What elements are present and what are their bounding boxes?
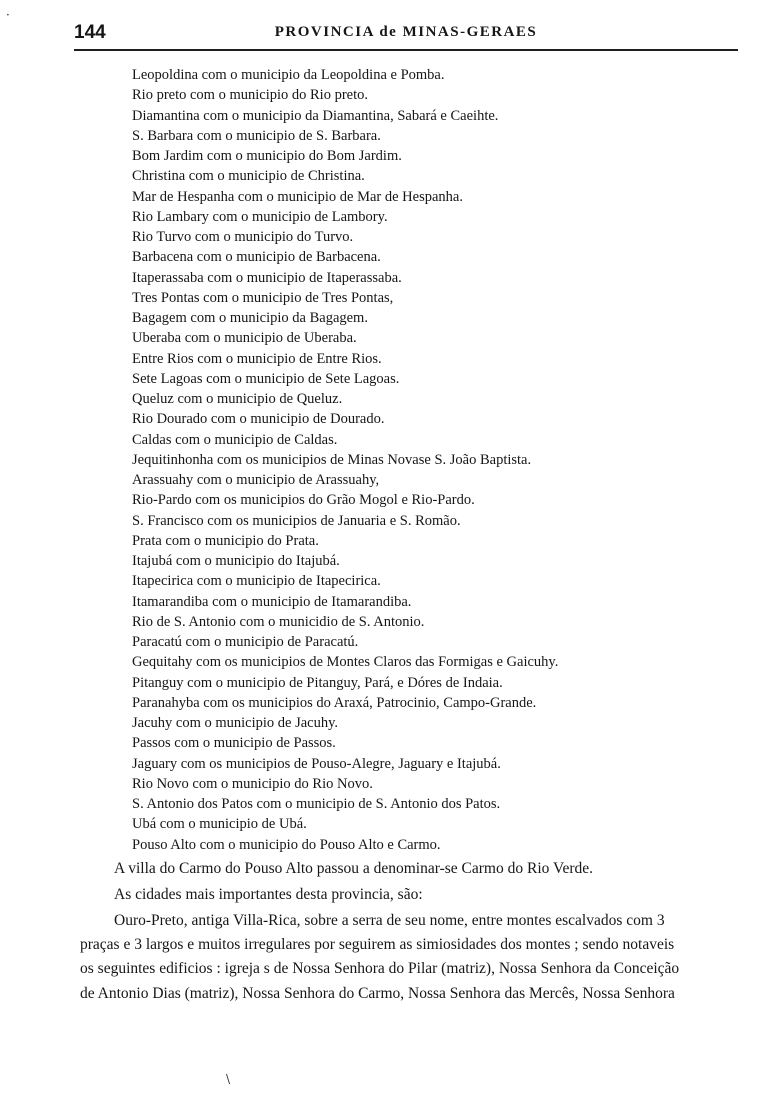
cidades-intro: As cidades mais importantes desta provincia, são: xyxy=(114,886,423,903)
municipality-entry: Rio-Pardo com os municipios do Grão Mogol e Rio-Pardo. xyxy=(132,492,475,509)
municipality-entry: S. Francisco com os municipios de Januaria e S. Romão. xyxy=(132,512,461,529)
municipality-entry: Gequitahy com os municipios de Montes Claros das Formigas e Gaicuhy. xyxy=(132,654,559,671)
municipality-entry: Bagagem com o municipio da Bagagem. xyxy=(132,310,368,326)
municipality-entry: Jacuhy com o municipio de Jacuhy. xyxy=(132,715,339,731)
ouro-preto-line: praças e 3 largos e muitos irregulares por seguirem as simiosidades dos montes ; sendo notaveis xyxy=(80,936,675,953)
municipality-entry: Rio Novo com o municipio do Rio Novo. xyxy=(132,775,373,792)
municipality-entry: Passos com o municipio de Passos. xyxy=(132,735,336,752)
running-title: PROVINCIA de MINAS-GERAES xyxy=(274,24,538,40)
municipality-entry: S. Antonio dos Patos com o municipio de S. Antonio dos Patos. xyxy=(132,796,501,812)
municipality-entry: Sete Lagoas com o municipio de Sete Lagoas. xyxy=(132,370,400,387)
municipality-entry: Itajubá com o municipio do Itajubá. xyxy=(132,553,340,569)
municipality-entry: Tres Pontas com o municipio de Tres Pontas, xyxy=(132,289,394,306)
municipality-entry: Ubá com o municipio de Ubá. xyxy=(132,816,307,833)
municipality-entry: Itamarandiba com o municipio de Itamarandiba. xyxy=(132,593,412,610)
carmo-paragraph: A villa do Carmo do Pouso Alto passou a denominar-se Carmo do Rio Verde. xyxy=(114,860,593,877)
municipality-entry: Christina com o municipio de Christina. xyxy=(132,168,365,185)
municipality-entry: Entre Rios com o municipio de Entre Rios. xyxy=(132,350,382,367)
ouro-preto-line: Ouro-Preto, antiga Villa-Rica, sobre a serra de seu nome, entre montes escalvados com 3 xyxy=(114,912,665,929)
municipality-entry: Arassuahy com o municipio de Arassuahy, xyxy=(132,472,380,488)
municipality-entry: Mar de Hespanha com o municipio de Mar de Hespanha. xyxy=(132,188,463,205)
municipality-entry: Bom Jardim com o municipio do Bom Jardim. xyxy=(132,148,402,164)
municipality-entry: Queluz com o municipio de Queluz. xyxy=(132,391,343,407)
header-rule xyxy=(74,49,738,51)
municipality-entry: Itapecirica com o municipio de Itapecirica. xyxy=(132,573,381,590)
municipality-entry: Pouso Alto com o municipio do Pouso Alto e Carmo. xyxy=(132,836,441,853)
page-header xyxy=(74,22,738,48)
page-number: 144 xyxy=(74,22,106,43)
municipality-entry: Prata com o municipio do Prata. xyxy=(132,532,319,549)
print-speck: \ xyxy=(226,1072,231,1086)
municipality-entry: Rio Dourado com o municipio de Dourado. xyxy=(132,411,385,428)
municipality-entry: Caldas com o municipio de Caldas. xyxy=(132,431,338,448)
print-speck: · xyxy=(6,8,10,22)
municipality-list xyxy=(132,65,702,855)
municipality-entry: Paracatú com o municipio de Paracatú. xyxy=(132,634,359,650)
municipality-entry: Rio Turvo com o municipio do Turvo. xyxy=(132,229,354,245)
municipality-entry: Leopoldina com o municipio da Leopoldina e Pomba. xyxy=(132,67,445,83)
municipality-entry: Diamantina com o municipio da Diamantina, Sabará e Caeihte. xyxy=(132,107,499,124)
municipality-entry: Itaperassaba com o municipio de Itaperassaba. xyxy=(132,269,402,286)
municipality-entry: Barbacena com o municipio de Barbacena. xyxy=(132,249,381,266)
municipality-entry: Rio de S. Antonio com o municidio de S. Antonio. xyxy=(132,613,425,630)
municipality-entry: Rio Lambary com o municipio de Lambory. xyxy=(132,208,388,225)
municipality-entry: Jequitinhonha com os municipios de Minas Novase S. João Baptista. xyxy=(132,451,532,468)
municipality-entry: Pitanguy com o municipio de Pitanguy, Pará, e Dóres de Indaia. xyxy=(132,674,503,691)
ouro-preto-line: de Antonio Dias (matriz), Nossa Senhora do Carmo, Nossa Senhora das Mercês, Nossa Senhora xyxy=(80,985,675,1002)
municipality-entry: Paranahyba com os municipios do Araxá, Patrocinio, Campo-Grande. xyxy=(132,694,537,711)
municipality-entry: Uberaba com o municipio de Uberaba. xyxy=(132,330,357,347)
municipality-entry: Rio preto com o municipio do Rio preto. xyxy=(132,87,369,104)
municipality-entry: S. Barbara com o municipio de S. Barbara. xyxy=(132,127,381,144)
ouro-preto-line: os seguintes edificios : igreja s de Nossa Senhora do Pilar (matriz), Nossa Senhora da Conceição xyxy=(80,960,680,977)
municipality-entry: Jaguary com os municipios de Pouso-Alegre, Jaguary e Itajubá. xyxy=(132,755,501,772)
